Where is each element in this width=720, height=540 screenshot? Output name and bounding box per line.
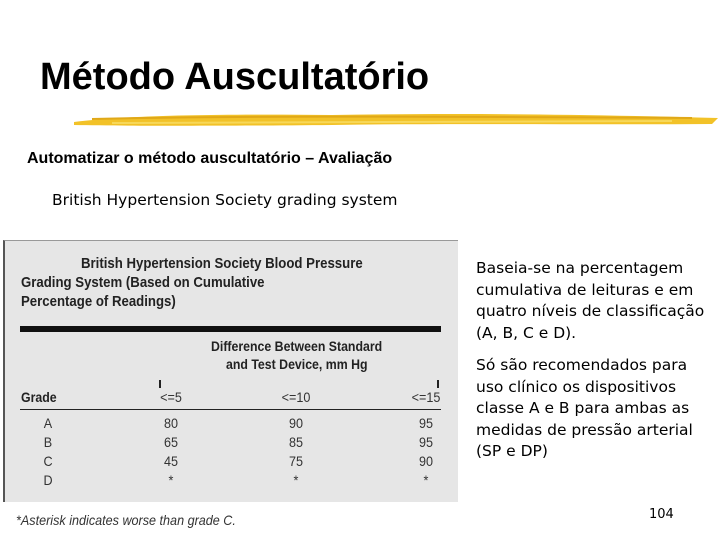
table-cell: 75 [288,453,304,469]
table-title-line-3: Percentage of Readings) [21,293,176,310]
table-title-line-1: British Hypertension Society Blood Pressure [81,255,363,272]
body-paragraph: Baseia-se na percentagem cumulativa de leituras e em quatro níveis de classificação (A, B, C e D). [476,259,705,342]
grade-cell: D [43,472,53,488]
grade-cell: C [43,453,53,469]
table-cell: * [168,472,174,488]
span-tick-right [437,380,439,388]
table-cell: 95 [418,415,434,431]
table-heavy-rule [20,326,441,332]
table-cell: 65 [163,434,179,450]
table-cell: 95 [418,434,434,450]
table-cell: 45 [163,453,179,469]
table-cell: 85 [288,434,304,450]
table-title-line-2: Grading System (Based on Cumulative [21,274,265,291]
section-subtitle: Automatizar o método auscultatório – Avaliação [27,150,393,167]
grade-cell: A [43,415,53,431]
slide-title: Método Auscultatório [40,56,430,98]
body-text [476,258,716,474]
group-header-line-1: Difference Between Standard [211,338,383,354]
brush-stroke-underline [72,106,720,130]
column-header-grade: Grade [21,389,57,405]
grading-system-label: British Hypertension Society grading system [52,191,398,209]
column-header: <=15 [411,389,441,405]
table-cell: * [293,472,299,488]
table-cell: 90 [418,453,434,469]
span-tick-left [159,380,161,388]
page-number: 104 [649,507,674,522]
column-header: <=5 [160,389,182,405]
grade-cell: B [43,434,53,450]
table-cell: 80 [163,415,179,431]
column-header: <=10 [281,389,311,405]
group-header-line-2: and Test Device, mm Hg [226,356,368,372]
table-cell: 90 [288,415,304,431]
table-cell: * [423,472,429,488]
table-header-rule [20,409,441,410]
table-footnote: *Asterisk indicates worse than grade C. [16,512,236,528]
body-paragraph: Só são recomendados para uso clínico os dispositivos classe A e B para ambas as medidas de pressão arterial (SP e DP) [476,356,693,460]
